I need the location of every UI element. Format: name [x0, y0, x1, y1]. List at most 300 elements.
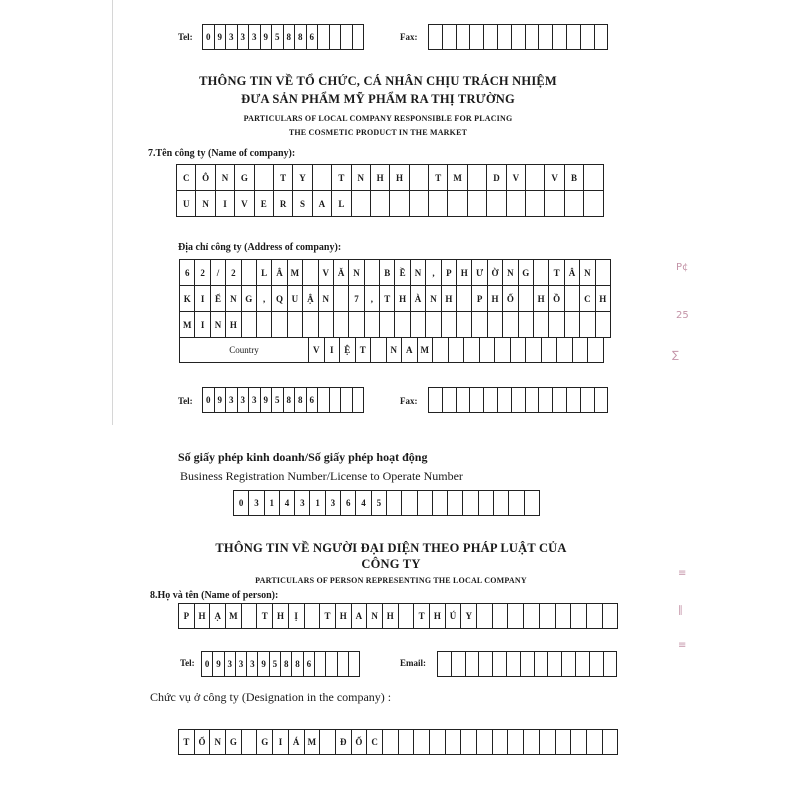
- char-box: [565, 191, 584, 216]
- char-box: [303, 260, 318, 285]
- char-box: 9: [215, 388, 227, 412]
- char-box: 9: [258, 652, 269, 676]
- char-box: [242, 260, 257, 285]
- char-box: 4: [356, 491, 371, 515]
- tel-label: Tel:: [180, 658, 195, 668]
- char-box: [526, 191, 545, 216]
- char-box: [526, 25, 540, 49]
- char-box: ,: [365, 286, 380, 311]
- char-box: N: [580, 260, 595, 285]
- char-box: [470, 25, 484, 49]
- char-box: [433, 338, 449, 362]
- char-box: [410, 165, 429, 190]
- char-box: [596, 312, 611, 337]
- char-box: [512, 388, 526, 412]
- char-box: [349, 312, 364, 337]
- char-box: [255, 165, 274, 190]
- char-box: A: [402, 338, 418, 362]
- char-box: N: [503, 260, 518, 285]
- fax-label: Fax:: [400, 396, 418, 406]
- char-box: [526, 338, 542, 362]
- char-box: 3: [247, 652, 258, 676]
- char-box: [508, 604, 524, 628]
- address-field-line1[interactable]: [179, 259, 611, 286]
- license-number-field[interactable]: [233, 490, 540, 516]
- char-box: [341, 388, 353, 412]
- char-box: [352, 191, 371, 216]
- char-box: [334, 286, 349, 311]
- char-box: G: [235, 165, 254, 190]
- country-label: Country: [229, 345, 259, 355]
- char-box: S: [293, 191, 312, 216]
- fax-field[interactable]: [428, 24, 608, 50]
- char-box: B: [380, 260, 395, 285]
- char-box: [493, 604, 509, 628]
- char-box: Ố: [352, 730, 368, 754]
- char-box: M: [180, 312, 195, 337]
- char-box: N: [211, 312, 226, 337]
- char-box: [526, 388, 540, 412]
- char-box: [542, 338, 558, 362]
- char-box: [448, 191, 467, 216]
- char-box: [581, 388, 595, 412]
- char-box: [556, 604, 572, 628]
- char-box: [571, 604, 587, 628]
- char-box: G: [226, 730, 242, 754]
- char-box: [446, 730, 462, 754]
- char-box: M: [448, 165, 467, 190]
- char-box: M: [226, 604, 242, 628]
- section-title: CÔNG TY: [361, 557, 421, 571]
- char-box: Ố: [503, 286, 518, 311]
- char-box: T: [274, 165, 293, 190]
- char-box: [553, 25, 567, 49]
- char-box: 0: [202, 652, 213, 676]
- char-box: 8: [295, 25, 307, 49]
- char-box: 6: [307, 25, 319, 49]
- char-box: [463, 491, 478, 515]
- fax-field[interactable]: [428, 387, 608, 413]
- char-box: H: [596, 286, 611, 311]
- side-stamp-mark: ≡: [678, 568, 687, 579]
- tel-label: Tel:: [178, 396, 193, 406]
- address-field-line2[interactable]: [179, 285, 611, 312]
- char-box: [426, 312, 441, 337]
- char-box: [494, 491, 509, 515]
- char-box: Á: [289, 730, 305, 754]
- char-box: [330, 25, 342, 49]
- char-box: Ị: [289, 604, 305, 628]
- char-box: [539, 25, 553, 49]
- char-box: /: [211, 260, 226, 285]
- char-box: 3: [249, 491, 264, 515]
- char-box: P: [179, 604, 195, 628]
- side-stamp-mark: P¢: [676, 262, 689, 273]
- char-box: [507, 652, 521, 676]
- char-box: I: [195, 312, 210, 337]
- char-box: N: [196, 191, 215, 216]
- char-box: G: [257, 730, 273, 754]
- char-box: Â: [272, 260, 287, 285]
- section-subtitle: PARTICULARS OF PERSON REPRESENTING THE LOCAL COMPANY: [255, 576, 527, 585]
- char-box: [410, 191, 429, 216]
- char-box: Đ: [336, 730, 352, 754]
- char-box: 6: [341, 491, 356, 515]
- char-box: 3: [295, 491, 310, 515]
- char-box: [524, 604, 540, 628]
- char-box: [288, 312, 303, 337]
- char-box: N: [387, 338, 403, 362]
- char-box: [470, 388, 484, 412]
- char-box: [353, 388, 365, 412]
- char-box: Q: [272, 286, 287, 311]
- char-box: [242, 604, 258, 628]
- char-box: 9: [261, 388, 273, 412]
- char-box: [438, 652, 452, 676]
- char-box: [303, 312, 318, 337]
- char-box: [565, 286, 580, 311]
- char-box: [257, 312, 272, 337]
- char-box: V: [235, 191, 254, 216]
- char-box: 0: [203, 388, 215, 412]
- char-box: H: [371, 165, 390, 190]
- char-box: T: [320, 604, 336, 628]
- char-box: À: [411, 286, 426, 311]
- char-box: A: [352, 604, 368, 628]
- char-box: H: [442, 286, 457, 311]
- side-stamp-mark: 25: [676, 310, 689, 321]
- char-box: 3: [326, 491, 341, 515]
- char-box: G: [242, 286, 257, 311]
- char-box: [539, 388, 553, 412]
- char-box: [429, 25, 443, 49]
- char-box: H: [195, 604, 211, 628]
- char-box: N: [216, 165, 235, 190]
- char-box: N: [210, 730, 226, 754]
- char-box: H: [226, 312, 241, 337]
- country-field[interactable]: [308, 337, 604, 363]
- char-box: M: [418, 338, 434, 362]
- section-subtitle: THE COSMETIC PRODUCT IN THE MARKET: [288, 128, 468, 137]
- char-box: V: [507, 165, 526, 190]
- char-box: [442, 312, 457, 337]
- char-box: 5: [372, 491, 387, 515]
- char-box: I: [273, 730, 289, 754]
- char-box: 2: [226, 260, 241, 285]
- char-box: [461, 730, 477, 754]
- char-box: [488, 312, 503, 337]
- char-box: [519, 312, 534, 337]
- char-box: [429, 388, 443, 412]
- company-name-field-line1[interactable]: [176, 164, 604, 191]
- char-box: Ú: [446, 604, 462, 628]
- char-box: T: [356, 338, 372, 362]
- char-box: C: [367, 730, 383, 754]
- char-box: [512, 25, 526, 49]
- char-box: [524, 730, 540, 754]
- char-box: Ă: [334, 260, 349, 285]
- char-box: [509, 491, 524, 515]
- char-box: V: [319, 260, 334, 285]
- char-box: H: [336, 604, 352, 628]
- char-box: [571, 730, 587, 754]
- char-box: [525, 491, 540, 515]
- char-box: [511, 338, 527, 362]
- char-box: [553, 388, 567, 412]
- char-box: Ệ: [340, 338, 356, 362]
- char-box: Y: [461, 604, 477, 628]
- char-box: 6: [307, 388, 319, 412]
- char-box: [487, 191, 506, 216]
- char-box: [603, 604, 619, 628]
- char-box: 3: [238, 25, 250, 49]
- char-box: H: [430, 604, 446, 628]
- char-box: [584, 165, 603, 190]
- char-box: [429, 191, 448, 216]
- side-stamp-mark: ∥: [678, 605, 683, 616]
- char-box: U: [288, 286, 303, 311]
- char-box: 6: [304, 652, 315, 676]
- char-box: N: [426, 286, 441, 311]
- char-box: N: [226, 286, 241, 311]
- char-box: [320, 730, 336, 754]
- char-box: N: [411, 260, 426, 285]
- char-box: K: [180, 286, 195, 311]
- char-box: T: [549, 260, 564, 285]
- address-field-line3[interactable]: [179, 311, 611, 338]
- char-box: H: [390, 165, 409, 190]
- char-box: C: [177, 165, 196, 190]
- char-box: [338, 652, 349, 676]
- char-box: 8: [284, 388, 296, 412]
- char-box: [556, 730, 572, 754]
- char-box: [457, 25, 471, 49]
- char-box: [365, 260, 380, 285]
- email-field[interactable]: [437, 651, 617, 677]
- char-box: 9: [261, 25, 273, 49]
- char-box: 5: [272, 388, 284, 412]
- char-box: N: [319, 286, 334, 311]
- person-name-label: 8.Họ và tên (Name of person):: [150, 590, 279, 601]
- char-box: [565, 312, 580, 337]
- char-box: [526, 165, 545, 190]
- char-box: [595, 25, 609, 49]
- char-box: Ổ: [195, 730, 211, 754]
- char-box: [399, 730, 415, 754]
- char-box: M: [305, 730, 321, 754]
- char-box: [380, 312, 395, 337]
- char-box: [508, 730, 524, 754]
- char-box: [443, 25, 457, 49]
- char-box: Ề: [395, 260, 410, 285]
- char-box: [315, 652, 326, 676]
- char-box: [449, 338, 465, 362]
- section-title: THÔNG TIN VỀ NGƯỜI ĐẠI DIỆN THEO PHÁP LUẬT CỦA: [215, 541, 567, 555]
- char-box: 8: [295, 388, 307, 412]
- char-box: [477, 604, 493, 628]
- email-label: Email:: [400, 658, 426, 668]
- char-box: [418, 491, 433, 515]
- char-box: [318, 388, 330, 412]
- char-box: C: [580, 286, 595, 311]
- char-box: [479, 491, 494, 515]
- company-name-label: 7.Tên công ty (Name of company):: [148, 148, 296, 159]
- char-box: [595, 388, 609, 412]
- char-box: B: [565, 165, 584, 190]
- char-box: ,: [426, 260, 441, 285]
- char-box: [495, 338, 511, 362]
- char-box: [395, 312, 410, 337]
- char-box: 0: [234, 491, 249, 515]
- scan-edge-line: [112, 0, 113, 425]
- char-box: Ờ: [488, 260, 503, 285]
- char-box: [573, 338, 589, 362]
- char-box: [580, 312, 595, 337]
- char-box: 6: [180, 260, 195, 285]
- char-box: 8: [281, 652, 292, 676]
- char-box: [596, 260, 611, 285]
- char-box: [319, 312, 334, 337]
- char-box: Y: [293, 165, 312, 190]
- person-name-field[interactable]: [178, 603, 618, 629]
- char-box: L: [257, 260, 272, 285]
- char-box: ,: [257, 286, 272, 311]
- side-stamp-mark: ∑: [672, 350, 679, 361]
- char-box: 8: [292, 652, 303, 676]
- tel-field[interactable]: [202, 387, 364, 413]
- char-box: 3: [225, 652, 236, 676]
- char-box: 9: [215, 25, 227, 49]
- char-box: H: [395, 286, 410, 311]
- char-box: 3: [249, 388, 261, 412]
- char-box: [387, 491, 402, 515]
- fax-label: Fax:: [400, 32, 418, 42]
- char-box: [326, 652, 337, 676]
- char-box: [493, 652, 507, 676]
- license-title: Số giấy phép kinh doanh/Số giấy phép hoạt động: [178, 450, 428, 464]
- char-box: D: [487, 165, 506, 190]
- char-box: [330, 388, 342, 412]
- char-box: [480, 338, 496, 362]
- char-box: [468, 165, 487, 190]
- char-box: R: [274, 191, 293, 216]
- char-box: [535, 652, 549, 676]
- char-box: Ư: [472, 260, 487, 285]
- char-box: T: [414, 604, 430, 628]
- char-box: [430, 730, 446, 754]
- char-box: G: [519, 260, 534, 285]
- char-box: [433, 491, 448, 515]
- tel-field[interactable]: [201, 651, 360, 677]
- country-label-box: [179, 337, 309, 363]
- license-subtitle: Business Registration Number/License to Operate Number: [180, 469, 463, 483]
- char-box: N: [349, 260, 364, 285]
- designation-field[interactable]: [178, 729, 618, 755]
- char-box: Ô: [196, 165, 215, 190]
- char-box: [587, 730, 603, 754]
- char-box: V: [309, 338, 325, 362]
- char-box: [540, 730, 556, 754]
- char-box: 3: [226, 388, 238, 412]
- char-box: [519, 286, 534, 311]
- char-box: E: [255, 191, 274, 216]
- char-box: [272, 312, 287, 337]
- char-box: U: [177, 191, 196, 216]
- char-box: [484, 388, 498, 412]
- char-box: V: [545, 165, 564, 190]
- section-title: THÔNG TIN VỀ TỔ CHỨC, CÁ NHÂN CHỊU TRÁCH NHIỆM: [199, 74, 557, 88]
- char-box: [498, 25, 512, 49]
- char-box: [242, 312, 257, 337]
- char-box: [313, 165, 332, 190]
- tel-label: Tel:: [178, 32, 193, 42]
- char-box: [443, 388, 457, 412]
- char-box: [334, 312, 349, 337]
- char-box: [472, 312, 487, 337]
- char-box: [457, 388, 471, 412]
- char-box: [603, 730, 619, 754]
- char-box: [567, 25, 581, 49]
- char-box: I: [325, 338, 341, 362]
- char-box: [540, 604, 556, 628]
- company-name-field-line2[interactable]: [176, 190, 604, 217]
- char-box: A: [313, 191, 332, 216]
- char-box: [452, 652, 466, 676]
- char-box: N: [352, 165, 371, 190]
- char-box: L: [332, 191, 351, 216]
- char-box: [534, 260, 549, 285]
- char-box: 3: [238, 388, 250, 412]
- char-box: T: [179, 730, 195, 754]
- tel-field[interactable]: [202, 24, 364, 50]
- char-box: 3: [226, 25, 238, 49]
- char-box: [365, 312, 380, 337]
- char-box: I: [195, 286, 210, 311]
- char-box: Ồ: [549, 286, 564, 311]
- char-box: 8: [284, 25, 296, 49]
- char-box: [383, 730, 399, 754]
- char-box: 0: [203, 25, 215, 49]
- char-box: [584, 191, 603, 216]
- address-label: Địa chỉ công ty (Address of company):: [178, 242, 342, 253]
- char-box: [567, 388, 581, 412]
- char-box: [242, 730, 258, 754]
- char-box: [457, 286, 472, 311]
- char-box: [477, 730, 493, 754]
- char-box: [402, 491, 417, 515]
- char-box: P: [442, 260, 457, 285]
- char-box: 7: [349, 286, 364, 311]
- side-stamp-mark: ≡: [678, 640, 687, 651]
- char-box: [479, 652, 493, 676]
- char-box: 2: [195, 260, 210, 285]
- char-box: [448, 491, 463, 515]
- char-box: 4: [280, 491, 295, 515]
- char-box: [604, 652, 618, 676]
- char-box: T: [429, 165, 448, 190]
- char-box: [590, 652, 604, 676]
- char-box: [305, 604, 321, 628]
- char-box: [507, 191, 526, 216]
- char-box: [521, 652, 535, 676]
- char-box: [576, 652, 590, 676]
- char-box: H: [534, 286, 549, 311]
- char-box: [390, 191, 409, 216]
- char-box: [353, 25, 365, 49]
- char-box: 5: [272, 25, 284, 49]
- char-box: [545, 191, 564, 216]
- char-box: T: [380, 286, 395, 311]
